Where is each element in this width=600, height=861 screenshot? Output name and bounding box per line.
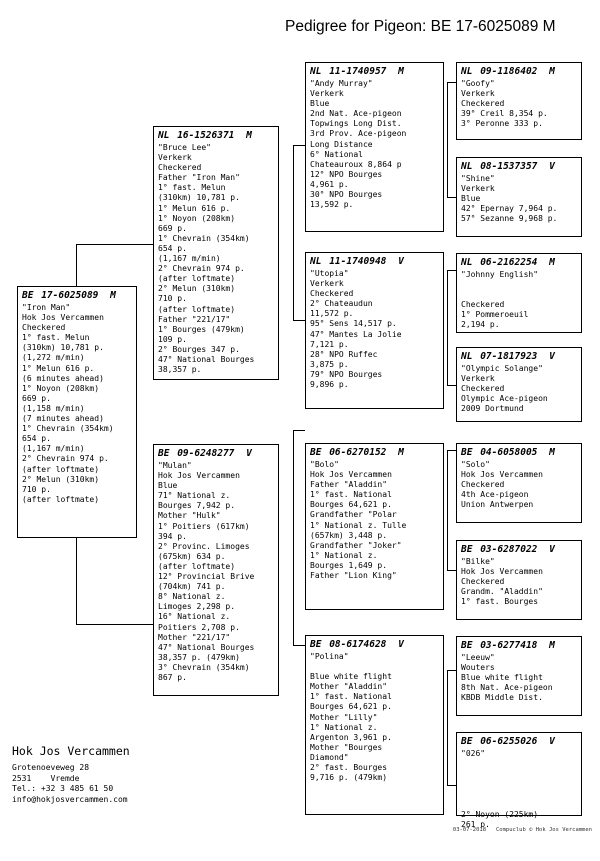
pigeon-info-line: (1,272 m/min) xyxy=(22,353,85,363)
pigeon-info-line: 1° fast. Bourges xyxy=(461,597,539,607)
pigeon-info-line: (1,158 m/min) xyxy=(22,403,85,413)
pigeon-info-line: 867 p. xyxy=(158,672,187,682)
pigeon-info-line: 1° fast. Melun xyxy=(158,183,226,193)
pigeon-info-line: Mother "Lilly" xyxy=(310,712,378,722)
sex-code: M xyxy=(398,447,404,458)
sex-code: V xyxy=(398,639,404,650)
pigeon-info-line: 1° fast. Melun xyxy=(22,333,90,343)
pigeon-info-line: 1° Chevrain (354km) xyxy=(22,424,114,434)
pigeon-info-line: Grandfather "Polar xyxy=(310,510,397,520)
pigeon-info-line: Wouters xyxy=(461,663,495,673)
connector xyxy=(293,145,305,146)
connector xyxy=(447,450,448,570)
pigeon-info-line: "Olympic Solange" xyxy=(461,364,543,373)
country-code: BE xyxy=(310,639,322,650)
pigeon-info-line: Father "221/17" xyxy=(158,314,231,324)
pigeon-info-line: 2° Bourges 347 p. xyxy=(158,344,240,354)
ring-number-header xyxy=(461,544,577,556)
ring-number: 11-1740948 xyxy=(329,256,387,267)
pigeon-info-line: 1° fast. National xyxy=(310,490,392,500)
pigeon-info-line: Verkerk xyxy=(158,153,192,163)
ring-number: 06-6270152 xyxy=(329,447,387,458)
pigeon-info-line: KBDB Middle Dist. xyxy=(461,693,543,703)
pigeon-info-line: 2° Provinc. Limoges xyxy=(158,541,250,551)
pigeon-info-line: 2° Noyon (225km) xyxy=(461,809,539,819)
pigeon-info-line: 1° Poitiers (617km) xyxy=(158,521,250,531)
country-code: NL xyxy=(310,66,322,77)
pigeon-info-line: 1° Chevrain (354km) xyxy=(158,233,250,243)
pigeon-info-line: 1° Noyon (208km) xyxy=(158,213,236,223)
pigeon-info-line: Chateauroux 8,864 p xyxy=(310,159,402,169)
country-code: BE xyxy=(310,447,322,458)
pigeon-info-line: Father "Aladdin" xyxy=(310,480,388,490)
pigeon-info-line: Poitiers 2,708 p. xyxy=(158,622,240,632)
ring-number: 09-6248277 xyxy=(177,448,235,459)
ring-number: 17-6025089 xyxy=(41,290,99,301)
pigeon-info-line: Bourges 7,942 p. xyxy=(158,501,236,511)
pigeon-info-line: 1° Bourges (479km) xyxy=(158,324,245,334)
pigeon-info-line: Hok Jos Vercammen xyxy=(461,470,543,480)
pigeon-info-line: 710 p. xyxy=(22,484,51,494)
great-grandparent-card xyxy=(456,347,582,422)
country-code: NL xyxy=(461,66,473,77)
father-card xyxy=(153,126,279,380)
owner-name: Hok Jos Vercammen xyxy=(12,744,130,758)
great-grandparent-card xyxy=(456,157,582,237)
pigeon-info-line: "Utopia" xyxy=(310,269,349,278)
pigeon-info-line: "Shine" xyxy=(461,174,495,183)
pigeon-info-line: 2° Chateaudun xyxy=(310,299,373,309)
ring-number-header xyxy=(461,66,577,78)
owner-postal: 2531 xyxy=(12,773,32,783)
pigeon-info-line: 1° Melun 616 p. xyxy=(158,203,231,213)
ring-number-header xyxy=(461,351,577,363)
sex-code: M xyxy=(549,447,555,458)
great-grandparent-card xyxy=(456,732,582,829)
owner-city: Vremde xyxy=(50,773,80,783)
pigeon-info-line: 3° Peronne 333 p. xyxy=(461,119,543,129)
pigeon-info-line: "Bolo" xyxy=(310,460,339,469)
pigeon-info-line: 4th Ace-pigeon xyxy=(461,490,529,500)
connector xyxy=(447,197,456,198)
pigeon-info-line: 39° Creil 8,354 p. xyxy=(461,109,548,119)
pigeon-info-line: 3rd Prov. Ace-pigeon xyxy=(310,129,407,139)
pigeon-info-line: "Leeuw" xyxy=(461,653,495,662)
pigeon-info-line: Diamond" xyxy=(310,752,349,762)
connector xyxy=(293,645,305,646)
pigeon-info-line: 6° National xyxy=(310,149,363,159)
connector xyxy=(447,82,448,197)
pigeon-info-line: 2° Chevrain 974 p. xyxy=(158,264,245,274)
connector xyxy=(447,670,448,785)
connector xyxy=(447,385,456,386)
connector xyxy=(447,270,448,385)
great-grandparent-card xyxy=(456,636,582,716)
pigeon-info-line: Verkerk xyxy=(461,184,495,194)
pigeon-info-line: 669 p. xyxy=(158,223,187,233)
ring-number-header xyxy=(158,448,274,460)
ring-number: 09-1186402 xyxy=(480,66,538,77)
ring-number-header xyxy=(158,130,274,142)
pigeon-info-line: Bourges 64,621 p. xyxy=(310,702,392,712)
sex-code: M xyxy=(398,66,404,77)
pigeon-info-line: 1° fast. National xyxy=(310,692,392,702)
connector xyxy=(76,624,153,625)
pigeon-info-line: 109 p. xyxy=(158,334,187,344)
pigeon-info-line: 47° National Bourges xyxy=(158,642,255,652)
pigeon-info-line: Hok Jos Vercammen xyxy=(22,313,104,323)
pigeon-info-line: Hok Jos Vercammen xyxy=(461,567,543,577)
pigeon-info-line: "Johnny English" xyxy=(461,270,539,279)
pigeon-info-line: 8° National z. xyxy=(158,592,226,602)
pigeon-info-line: "Bruce Lee" xyxy=(158,143,211,152)
pigeon-info-line: 11,572 p. xyxy=(310,309,354,319)
pigeon-info-line: Hok Jos Vercammen xyxy=(310,470,392,480)
pigeon-info-line: 12° NPO Bourges xyxy=(310,169,383,179)
pigeon-info-line: Hok Jos Vercammen xyxy=(158,471,240,481)
pigeon-info-line xyxy=(461,280,577,290)
pigeon-info-line: 28° NPO Ruffec xyxy=(310,349,378,359)
paternal-grandmother-card xyxy=(305,252,444,409)
ring-number: 11-1740957 xyxy=(329,66,387,77)
sex-code: V xyxy=(549,544,555,555)
pigeon-info-line: 2009 Dortmund xyxy=(461,404,524,414)
pigeon-info-line: "Iron Man" xyxy=(22,303,71,312)
ring-number: 03-6287022 xyxy=(480,544,538,555)
owner-postal-city xyxy=(12,774,130,785)
pigeon-info-line: Union Antwerpen xyxy=(461,500,534,510)
maternal-grandmother-card xyxy=(305,635,444,815)
connector xyxy=(293,430,294,645)
mother-card xyxy=(153,444,279,696)
pigeon-info-line: Limoges 2,298 p. xyxy=(158,602,236,612)
pigeon-info-line: Checkered xyxy=(22,323,66,333)
pigeon-info-line: 3° Chevrain (354km) xyxy=(158,662,250,672)
pigeon-info-line: "026" xyxy=(461,749,486,758)
pigeon-info-line: 1° Pommeroeuil xyxy=(461,310,529,320)
ring-number-header xyxy=(310,447,439,459)
pigeon-info-line: 3,875 p. xyxy=(310,359,349,369)
pigeon-info-line: Blue xyxy=(158,481,178,491)
pigeon-info-line: Mother "Hulk" xyxy=(158,511,221,521)
pigeon-info-line: (704km) 741 p. xyxy=(158,582,226,592)
sex-code: M xyxy=(549,257,555,268)
ring-number-header xyxy=(310,256,439,268)
footer-credit: 03-07-2018 Compuclub © Hok Jos Vercammen xyxy=(452,827,592,833)
country-code: NL xyxy=(461,161,473,172)
pigeon-info-line: 669 p. xyxy=(22,393,51,403)
sex-code: V xyxy=(246,448,252,459)
pigeon-info-line: Argenton 3,961 p. xyxy=(310,732,392,742)
sex-code: M xyxy=(246,130,252,141)
sex-code: M xyxy=(549,640,555,651)
pigeon-info-line: 79° NPO Bourges xyxy=(310,369,383,379)
pigeon-info-line: 8th Nat. Ace-pigeon xyxy=(461,683,553,693)
great-grandparent-card xyxy=(456,253,582,333)
pigeon-info-line: 2nd Nat. Ace-pigeon xyxy=(310,109,402,119)
pigeon-info-line: 2° Chevrain 974 p. xyxy=(22,454,109,464)
pigeon-info-line: 654 p. xyxy=(158,243,187,253)
pigeon-info-line xyxy=(461,779,577,789)
pigeon-info-line: 7,121 p. xyxy=(310,339,349,349)
pigeon-info-line: (6 minutes ahead) xyxy=(22,373,104,383)
pigeon-info-line: 654 p. xyxy=(22,434,51,444)
pigeon-info-line: (657km) 3,448 p. xyxy=(310,530,388,540)
pigeon-info-line: 16° National z. xyxy=(158,612,231,622)
pigeon-info-line: (310km) 10,781 p. xyxy=(22,343,104,353)
pigeon-info-line: Mother "221/17" xyxy=(158,632,231,642)
ring-number-header xyxy=(461,161,577,173)
pigeon-info-line: 57° Sezanne 9,968 p. xyxy=(461,214,558,224)
pigeon-info-line: Father "Iron Man" xyxy=(158,173,240,183)
pigeon-info-line: "Solo" xyxy=(461,460,490,469)
owner-phone: Tel.: +32 3 485 61 50 xyxy=(12,784,114,793)
pigeon-info-line xyxy=(310,662,439,672)
pigeon-info-line xyxy=(461,789,577,799)
pigeon-info-line: 261 p. xyxy=(461,819,490,829)
pigeon-info-line: (after loftmate) xyxy=(158,304,236,314)
pigeon-info-line: 30° NPO Bourges xyxy=(310,190,383,200)
pigeon-info-line: 1° National z. Tulle xyxy=(310,520,407,530)
pigeon-info-line: Olympic Ace-pigeon xyxy=(461,394,548,404)
pigeon-info-line: Verkerk xyxy=(310,279,344,289)
pigeon-info-line: (675km) 634 p. xyxy=(158,551,226,561)
country-code: BE xyxy=(22,290,34,301)
ring-number: 06-2162254 xyxy=(480,257,538,268)
pigeon-info-line: 38,357 p. (479km) xyxy=(158,652,240,662)
maternal-grandfather-card xyxy=(305,443,444,610)
pigeon-info-line: 2° Melun (310km) xyxy=(22,474,100,484)
country-code: NL xyxy=(461,351,473,362)
pigeon-info-line: 12° Provincial Brive xyxy=(158,572,255,582)
connector xyxy=(447,450,456,451)
owner-email[interactable]: info@hokjosvercammen.com xyxy=(12,794,128,804)
pigeon-info-line: (after loftmate) xyxy=(22,494,100,504)
pigeon-info-line: 710 p. xyxy=(158,294,187,304)
owner-address: Grotenoeveweg 28 xyxy=(12,763,90,772)
pigeon-info-line: 71° National z. xyxy=(158,491,231,501)
pigeon-info-line xyxy=(461,290,577,300)
pigeon-info-line: Blue white flight xyxy=(461,673,543,683)
pigeon-info-line: (7 minutes ahead) xyxy=(22,414,104,424)
pigeon-info-line: 4,961 p. xyxy=(310,179,349,189)
country-code: BE xyxy=(461,544,473,555)
ring-number-header xyxy=(22,290,132,302)
sex-code: V xyxy=(549,351,555,362)
pigeon-info-line: Long Distance xyxy=(310,139,373,149)
pigeon-info-line: Mother "Bourges xyxy=(310,742,383,752)
ring-number: 16-1526371 xyxy=(177,130,235,141)
pigeon-info-line: Checkered xyxy=(461,577,505,587)
ring-number: 07-1817923 xyxy=(480,351,538,362)
pigeon-info-line: 9,896 p. xyxy=(310,380,349,390)
ring-number: 08-6174628 xyxy=(329,639,387,650)
ring-number: 08-1537357 xyxy=(480,161,538,172)
pigeon-info-line: 1° National z. xyxy=(310,722,378,732)
pigeon-info-line: (310km) 10,781 p. xyxy=(158,193,240,203)
sex-code: V xyxy=(398,256,404,267)
pigeon-info-line: 1° Noyon (208km) xyxy=(22,383,100,393)
pigeon-info-line: "Bilke" xyxy=(461,557,495,566)
pigeon-info-line: Blue xyxy=(310,99,330,109)
pigeon-info-line: 1° National z. xyxy=(310,550,378,560)
sex-code: V xyxy=(549,736,555,747)
pigeon-info-line xyxy=(461,759,577,769)
ring-number: 06-6255026 xyxy=(480,736,538,747)
pigeon-info-line: 47° National Bourges xyxy=(158,354,255,364)
pigeon-info-line: 38,357 p. xyxy=(158,365,202,375)
pigeon-info-line: "Andy Murray" xyxy=(310,79,373,88)
pigeon-info-line: Bourges 1,649 p. xyxy=(310,560,388,570)
pigeon-info-line: 2° fast. Bourges xyxy=(310,763,388,773)
ring-number-header xyxy=(461,447,577,459)
connector xyxy=(447,82,456,83)
pigeon-info-line: Checkered xyxy=(461,300,505,310)
connector xyxy=(293,145,294,320)
pigeon-info-line: 394 p. xyxy=(158,531,187,541)
sex-code: M xyxy=(549,66,555,77)
pigeon-info-line: 42° Epernay 7,964 p. xyxy=(461,204,558,214)
connector xyxy=(293,430,305,431)
pigeon-info-line: 2,194 p. xyxy=(461,320,500,330)
pigeon-info-line: Topwings Long Dist. xyxy=(310,119,402,129)
great-grandparent-card xyxy=(456,540,582,620)
pigeon-info-line: Father "Lion King" xyxy=(310,571,397,581)
ring-number-header xyxy=(310,66,439,78)
pigeon-info-line: Bourges 64,621 p. xyxy=(310,500,392,510)
pigeon-info-line: (1,167 m/min) xyxy=(22,444,85,454)
pigeon-info-line: Verkerk xyxy=(461,374,495,384)
pigeon-info-line: Verkerk xyxy=(310,89,344,99)
pigeon-info-line: Mother "Aladdin" xyxy=(310,682,388,692)
country-code: BE xyxy=(158,448,170,459)
sex-code: V xyxy=(549,161,555,172)
pigeon-info-line: 9,716 p. (479km) xyxy=(310,773,388,783)
connector xyxy=(447,570,456,571)
connector xyxy=(447,670,456,671)
ring-number-header xyxy=(461,736,577,748)
country-code: NL xyxy=(158,130,170,141)
ring-number-header xyxy=(461,257,577,269)
pigeon-info-line: Checkered xyxy=(310,289,354,299)
pigeon-info-line: Grandfather "Joker" xyxy=(310,540,402,550)
pigeon-info-line: (after loftmate) xyxy=(158,274,236,284)
pigeon-info-line: "Mulan" xyxy=(158,461,192,470)
great-grandparent-card xyxy=(456,443,582,523)
country-code: BE xyxy=(461,447,473,458)
great-grandparent-card xyxy=(456,62,582,140)
pigeon-info-line: Checkered xyxy=(461,480,505,490)
pigeon-info-line: 95° Sens 14,517 p. xyxy=(310,319,397,329)
pigeon-info-line: Verkerk xyxy=(461,89,495,99)
connector xyxy=(293,320,305,321)
pigeon-info-line: Checkered xyxy=(461,384,505,394)
pigeon-info-line: Checkered xyxy=(461,99,505,109)
pigeon-info-line: (after loftmate) xyxy=(158,561,236,571)
pigeon-info-line: 1° Melun 616 p. xyxy=(22,363,95,373)
country-code: NL xyxy=(461,257,473,268)
ring-number-header xyxy=(461,640,577,652)
ring-number: 04-6058005 xyxy=(480,447,538,458)
page-title: Pedigree for Pigeon: BE 17-6025089 M xyxy=(285,18,556,35)
sex-code: M xyxy=(110,290,116,301)
pigeon-info-line: "Polina" xyxy=(310,652,349,661)
country-code: NL xyxy=(310,256,322,267)
pigeon-info-line xyxy=(461,799,577,809)
country-code: BE xyxy=(461,736,473,747)
pigeon-info-line xyxy=(461,769,577,779)
pigeon-info-line: 47° Mantes La Jolie xyxy=(310,329,402,339)
pigeon-info-line: 2° Melun (310km) xyxy=(158,284,236,294)
pigeon-info-line: (after loftmate) xyxy=(22,464,100,474)
connector xyxy=(447,270,456,271)
subject-pigeon-card xyxy=(17,286,137,538)
pigeon-info-line: Grandm. "Aladdin" xyxy=(461,587,543,597)
ring-number: 03-6277418 xyxy=(480,640,538,651)
ring-number-header xyxy=(310,639,439,651)
pigeon-info-line: Checkered xyxy=(158,163,202,173)
paternal-grandfather-card xyxy=(305,62,444,232)
pigeon-info-line: Blue white flight xyxy=(310,672,392,682)
pigeon-info-line: Blue xyxy=(461,194,481,204)
pigeon-info-line: (1,167 m/min) xyxy=(158,254,221,264)
pigeon-info-line: 13,592 p. xyxy=(310,200,354,210)
country-code: BE xyxy=(461,640,473,651)
pigeon-info-line: "Goofy" xyxy=(461,79,495,88)
owner-info xyxy=(12,744,130,805)
connector xyxy=(76,244,153,245)
connector xyxy=(447,785,456,786)
